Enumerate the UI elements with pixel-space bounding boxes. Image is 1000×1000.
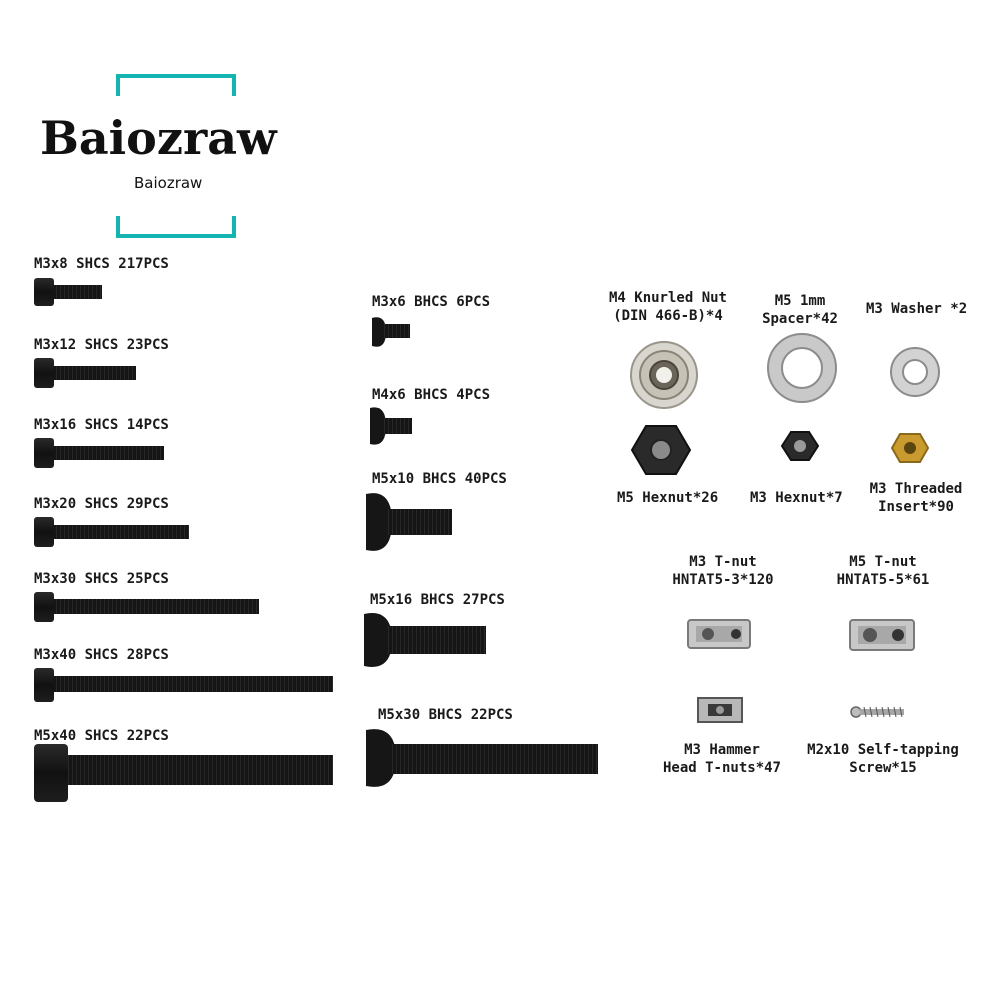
screw-m5x10-bhcs (366, 493, 452, 551)
m5-tnut-label-line2: HNTAT5-5*61 (836, 572, 930, 588)
brand-subtext: Baiozraw (134, 174, 203, 192)
screw-m3x20 (34, 517, 189, 547)
knurled-nut-label-line1: M4 Knurled Nut (608, 290, 727, 306)
bhcs-label-m5x10: M5x10 BHCS 40PCS (372, 471, 507, 487)
insert-label (858, 480, 974, 516)
m3-tnut-label-line2: HNTAT5-3*120 (672, 572, 774, 588)
shcs-label-m3x30: M3x30 SHCS 25PCS (34, 571, 169, 587)
bhcs-label-m3x6: M3x6 BHCS 6PCS (372, 294, 491, 310)
knurled-nut-label-line2: (DIN 466-B)*4 (613, 308, 723, 324)
m3-hexnut-label: M3 Hexnut*7 (750, 490, 843, 506)
m5-tnut-label-line1: M5 T-nut (849, 554, 917, 570)
hammer-nut-illustration (698, 698, 742, 722)
insert-label-line1: M3 Threaded (869, 481, 963, 497)
self-tapping-label-line1: M2x10 Self-tapping (807, 742, 959, 758)
m5-hexnut-label: M5 Hexnut*26 (617, 490, 719, 506)
threaded-insert-illustration (892, 434, 928, 462)
shcs-label-m5x40: M5x40 SHCS 22PCS (34, 728, 169, 744)
bhcs-label-m5x16: M5x16 BHCS 27PCS (370, 592, 505, 608)
spacer-label-line2: Spacer*42 (762, 311, 838, 327)
screw-m3x40 (34, 668, 333, 702)
insert-label-line2: Insert*90 (878, 499, 954, 515)
m5-hexnut-illustration (632, 426, 690, 474)
m3-tnut-label (662, 553, 784, 589)
m3-tnut-illustration (688, 620, 750, 648)
bhcs-label-m4x6: M4x6 BHCS 4PCS (372, 387, 491, 403)
hammer-nut-label (656, 741, 788, 777)
screw-m3x6-bhcs (372, 317, 410, 346)
m5-tnut-label (826, 553, 940, 589)
m3-tnut-label-line1: M3 T-nut (689, 554, 757, 570)
screw-m5x16-bhcs (364, 613, 486, 667)
screw-m3x8 (34, 278, 102, 306)
shcs-label-m3x16: M3x16 SHCS 14PCS (34, 417, 169, 433)
washer-illustration (891, 348, 939, 396)
screw-m5x30-bhcs (366, 729, 598, 787)
knurled-nut-illustration (631, 342, 697, 408)
self-tapping-screw-illustration (851, 707, 904, 717)
shcs-label-m3x40: M3x40 SHCS 28PCS (34, 647, 169, 663)
screw-m3x12 (34, 358, 136, 388)
shcs-label-m3x8: M3x8 SHCS 217PCS (34, 256, 169, 272)
washer-label: M3 Washer *2 (866, 301, 968, 317)
hammer-nut-label-line1: M3 Hammer (684, 742, 760, 758)
screw-m3x30 (34, 592, 259, 622)
shcs-label-m3x20: M3x20 SHCS 29PCS (34, 496, 169, 512)
shcs-label-m3x12: M3x12 SHCS 23PCS (34, 337, 169, 353)
hammer-nut-label-line2: Head T-nuts*47 (662, 760, 781, 776)
knurled-nut-label (600, 289, 736, 325)
self-tapping-label (803, 741, 963, 777)
bhcs-label-m5x30: M5x30 BHCS 22PCS (378, 707, 513, 723)
spacer-label-line1: M5 1mm (774, 293, 826, 309)
spacer-illustration (768, 334, 836, 402)
spacer-label (752, 292, 848, 328)
screw-m3x16 (34, 438, 164, 468)
m3-hexnut-illustration (782, 432, 818, 460)
brand-logo-text: Baiozraw (40, 111, 277, 165)
screw-m5x40 (34, 744, 333, 802)
m5-tnut-illustration (850, 620, 914, 650)
screw-m4x6-bhcs (370, 407, 412, 444)
self-tapping-label-line2: Screw*15 (849, 760, 917, 776)
